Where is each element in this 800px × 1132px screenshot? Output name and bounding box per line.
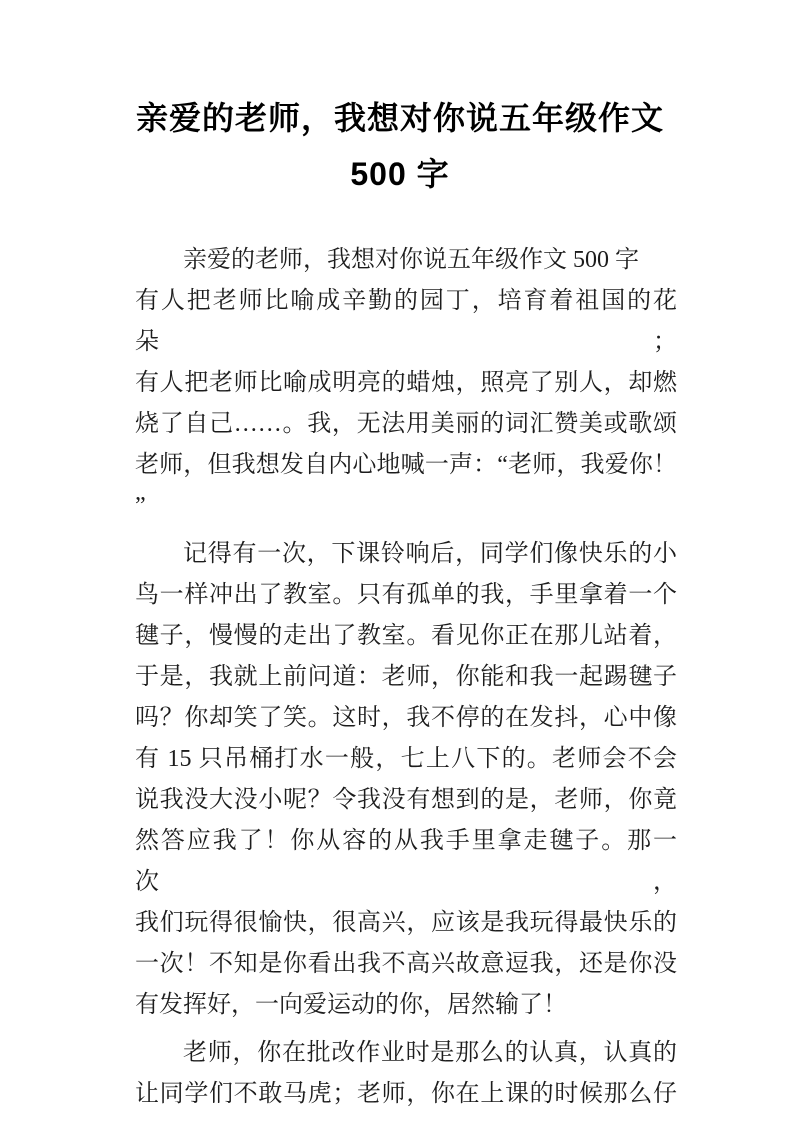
text-line: 有 15 只吊桶打水一般，七上八下的。老师会不会 bbox=[135, 746, 677, 772]
text-line: 然答应我了！你从容的从我手里拿走毽子。那一次， bbox=[135, 828, 677, 895]
text-line: 鸟一样冲出了教室。只有孤单的我，手里拿着一个 bbox=[135, 582, 677, 608]
text-line: 吗？你却笑了笑。这时，我不停的在发抖，心中像 bbox=[135, 705, 677, 731]
document-title-line-2: 500 字 bbox=[350, 156, 450, 192]
text-line: 一次！不知是你看出我不高兴故意逗我，还是你没 bbox=[135, 951, 677, 977]
document-title-line-1: 亲爱的老师，我想对你说五年级作文 bbox=[135, 100, 664, 136]
text-line: 老师，但我想发自内心地喊一声：“老师，我爱你！ bbox=[135, 452, 677, 478]
text-line: 烧了自己……。我，无法用美丽的词汇赞美或歌颂 bbox=[135, 411, 677, 437]
text-line: 于是，我就上前问道：老师，你能和我一起踢毽子 bbox=[135, 664, 677, 690]
text-line: ” bbox=[135, 493, 146, 519]
text-line: 说我没大没小呢？令我没有想到的是，老师，你竟 bbox=[135, 787, 677, 813]
document-title bbox=[0, 90, 800, 202]
text-line: 亲爱的老师，我想对你说五年级作文 500 字 bbox=[183, 247, 639, 273]
text-line: 有发挥好，一向爱运动的你，居然输了！ bbox=[135, 992, 567, 1018]
document-body bbox=[135, 240, 677, 1115]
paragraph-1 bbox=[135, 240, 677, 527]
paragraph-3 bbox=[135, 1033, 677, 1115]
text-line: 毽子，慢慢的走出了教室。看见你正在那儿站着， bbox=[135, 623, 677, 649]
text-line: 让同学们不敢马虎；老师，你在上课的时候那么仔 bbox=[135, 1081, 677, 1107]
text-line: 有人把老师比喻成辛勤的园丁，培育着祖国的花朵； bbox=[135, 288, 677, 355]
text-line: 老师，你在批改作业时是那么的认真，认真的 bbox=[183, 1040, 677, 1066]
text-line: 有人把老师比喻成明亮的蜡烛，照亮了别人，却燃 bbox=[135, 370, 677, 396]
text-line: 我们玩得很愉快，很高兴，应该是我玩得最快乐的 bbox=[135, 910, 677, 936]
paragraph-2 bbox=[135, 534, 677, 1026]
text-line: 记得有一次，下课铃响后，同学们像快乐的小 bbox=[183, 541, 677, 567]
